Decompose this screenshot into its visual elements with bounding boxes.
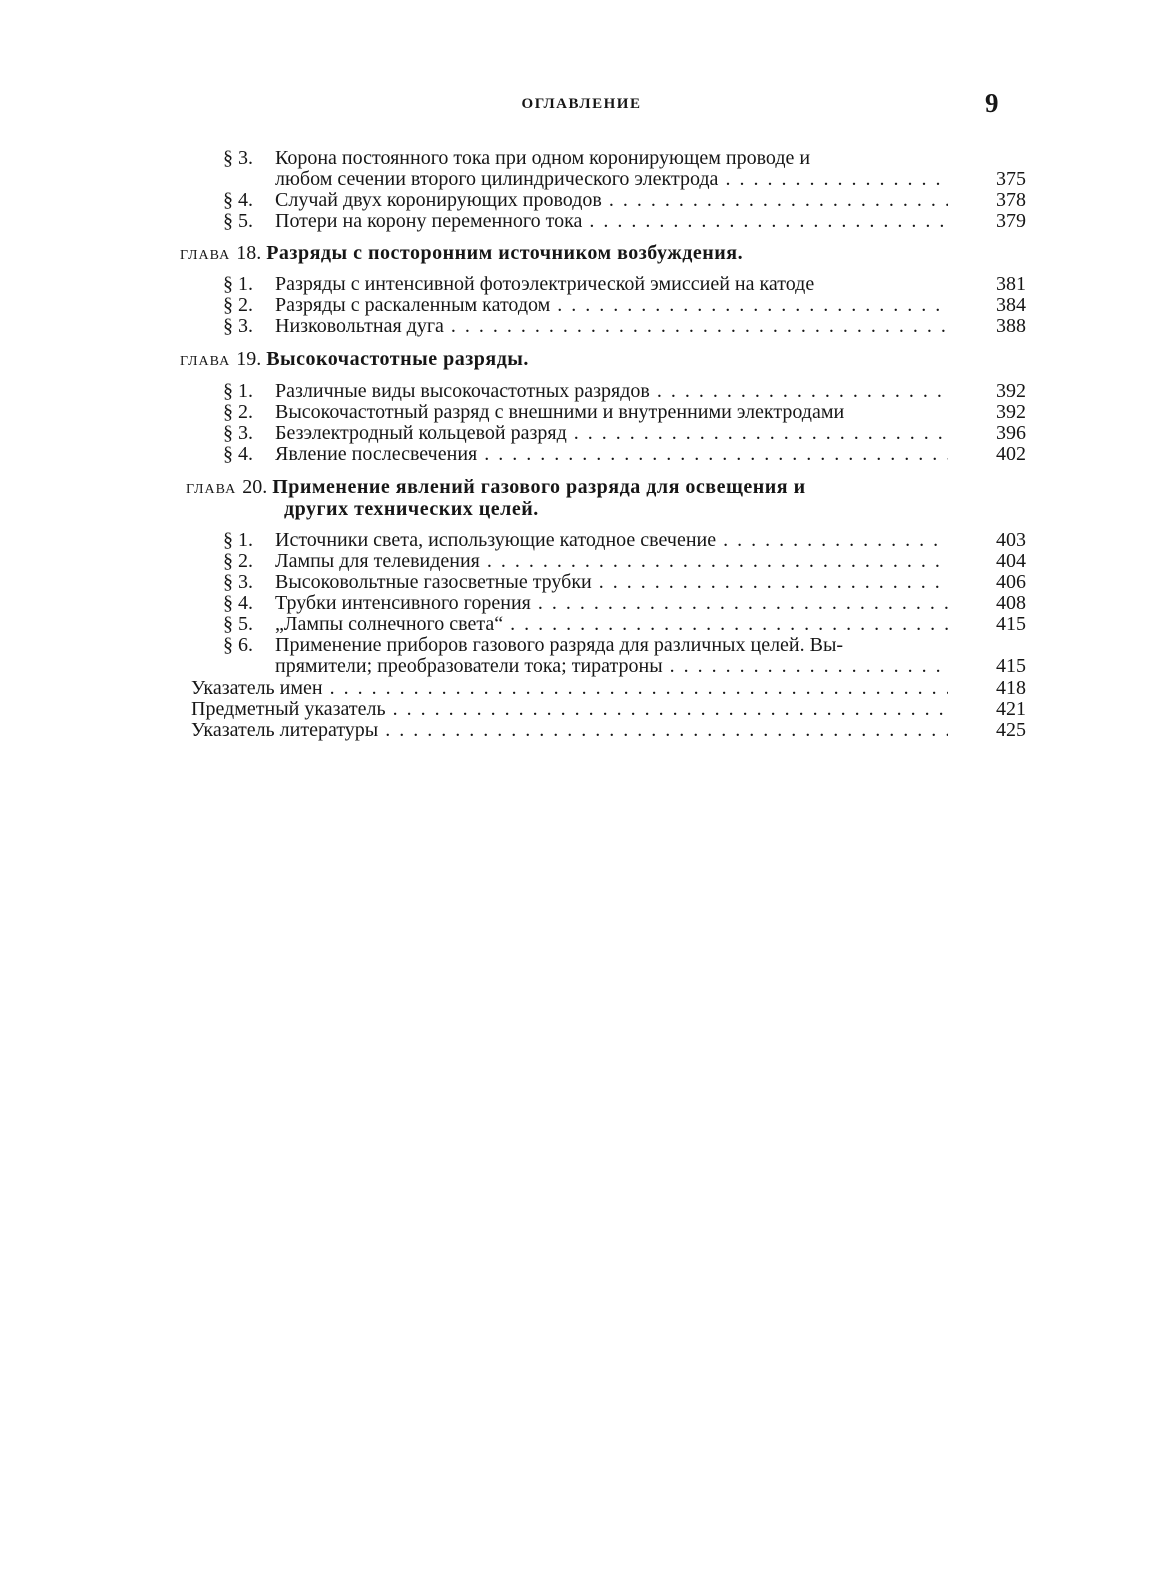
section-number: § 2. [223,550,253,572]
chapter-heading [180,242,960,267]
page-ref: 425 [996,719,1026,741]
entry-title: Применение приборов газового разряда для различных целей. Вы- [275,634,844,656]
leader-dots [663,655,948,677]
section-number: § 4. [223,443,253,465]
entry-title: Указатель имен [191,677,323,699]
page-ref: 381 [996,273,1026,295]
page-ref: 403 [996,529,1026,551]
page-ref: 404 [996,550,1026,572]
entry-title: любом сечении второго цилиндрического электрода [275,168,719,190]
chapter-number: 18. [236,242,262,264]
section-number: § 4. [223,189,253,211]
leader-dots [602,189,948,211]
chapter-title-continued: других технических целей. [284,498,539,520]
section-number: § 1. [223,529,253,551]
toc-entry [0,442,1163,466]
page-ref: 392 [996,401,1026,423]
entry-title: Низковольтная дуга [275,315,444,337]
toc-entry [0,314,1163,338]
page-ref: 378 [996,189,1026,211]
chapter-title: Разряды с посторонним источником возбуждения. [266,242,744,264]
page-ref: 408 [996,592,1026,614]
leader-dots [503,613,948,635]
chapter-label: ГЛАВА [180,248,231,263]
leader-dots [531,592,948,614]
leader-dots [718,168,948,190]
chapter-number: 19. [236,348,262,370]
chapter-heading [180,348,960,373]
entry-title: Лампы для телевидения [275,550,480,572]
section-number: § 1. [223,380,253,402]
section-number: § 3. [223,315,253,337]
page-ref: 379 [996,210,1026,232]
page-ref: 388 [996,315,1026,337]
page-ref: 402 [996,443,1026,465]
leader-dots [323,677,948,699]
entry-title: Безэлектродный кольцевой разряд [275,422,567,444]
entry-title: Различные виды высокочастотных разрядов [275,380,650,402]
page-ref: 415 [996,655,1026,677]
page-ref: 415 [996,613,1026,635]
leader-dots [582,210,948,232]
chapter-label: ГЛАВА [186,482,237,497]
entry-title: Случай двух коронирующих проводов [275,189,602,211]
entry-title: Источники света, использующие катодное свечение [275,529,717,551]
entry-title: Явление послесвечения [275,443,478,465]
entry-title: Потери на корону переменного тока [275,210,583,232]
section-number: § 1. [223,273,253,295]
entry-title: Разряды с интенсивной фотоэлектрической эмиссией на катоде [275,273,815,295]
entry-title: Указатель литературы [191,719,379,741]
section-number: § 3. [223,571,253,593]
entry-title: прямители; преобразователи тока; тиратроны [275,655,663,677]
page-ref: 384 [996,294,1026,316]
leader-dots [550,294,948,316]
chapter-title: Применение явлений газового разряда для освещения и [272,476,806,498]
entry-title: Корона постоянного тока при одном коронирующем проводе и [275,147,811,169]
entry-title: Предметный указатель [191,698,386,720]
toc-entry [0,718,1163,742]
leader-dots [716,529,948,551]
chapter-number: 20. [242,476,268,498]
page-ref: 396 [996,422,1026,444]
section-number: § 2. [223,401,253,423]
page-number: 9 [985,88,999,118]
leader-dots [480,550,948,572]
leader-dots [378,719,948,741]
leader-dots [592,571,948,593]
entry-title: Высокочастотный разряд с внешними и внутренними электродами [275,401,845,423]
leader-dots [386,698,948,720]
page-ref: 418 [996,677,1026,699]
section-number: § 4. [223,592,253,614]
section-number: § 3. [223,422,253,444]
chapter-label: ГЛАВА [180,354,231,369]
leader-dots [477,443,948,465]
entry-title: „Лампы солнечного света“ [275,613,504,635]
entry-title: Разряды с раскаленным катодом [275,294,551,316]
entry-title: Высоковольтные газосветные трубки [275,571,592,593]
toc-entry [0,654,1163,678]
leader-dots [567,422,948,444]
leader-dots [444,315,948,337]
section-number: § 2. [223,294,253,316]
page-ref: 375 [996,168,1026,190]
section-number: § 5. [223,210,253,232]
entry-title: Трубки интенсивного горения [275,592,531,614]
section-number: § 6. [223,634,253,656]
leader-dots [650,380,948,402]
toc-entry [0,209,1163,233]
chapter-title: Высокочастотные разряды. [266,348,529,370]
chapter-heading [186,476,966,520]
page-ref: 421 [996,698,1026,720]
section-number: § 5. [223,613,253,635]
section-number: § 3. [223,147,253,169]
running-head: ОГЛАВЛЕНИЕ [521,96,642,112]
page-ref: 406 [996,571,1026,593]
page-ref: 392 [996,380,1026,402]
